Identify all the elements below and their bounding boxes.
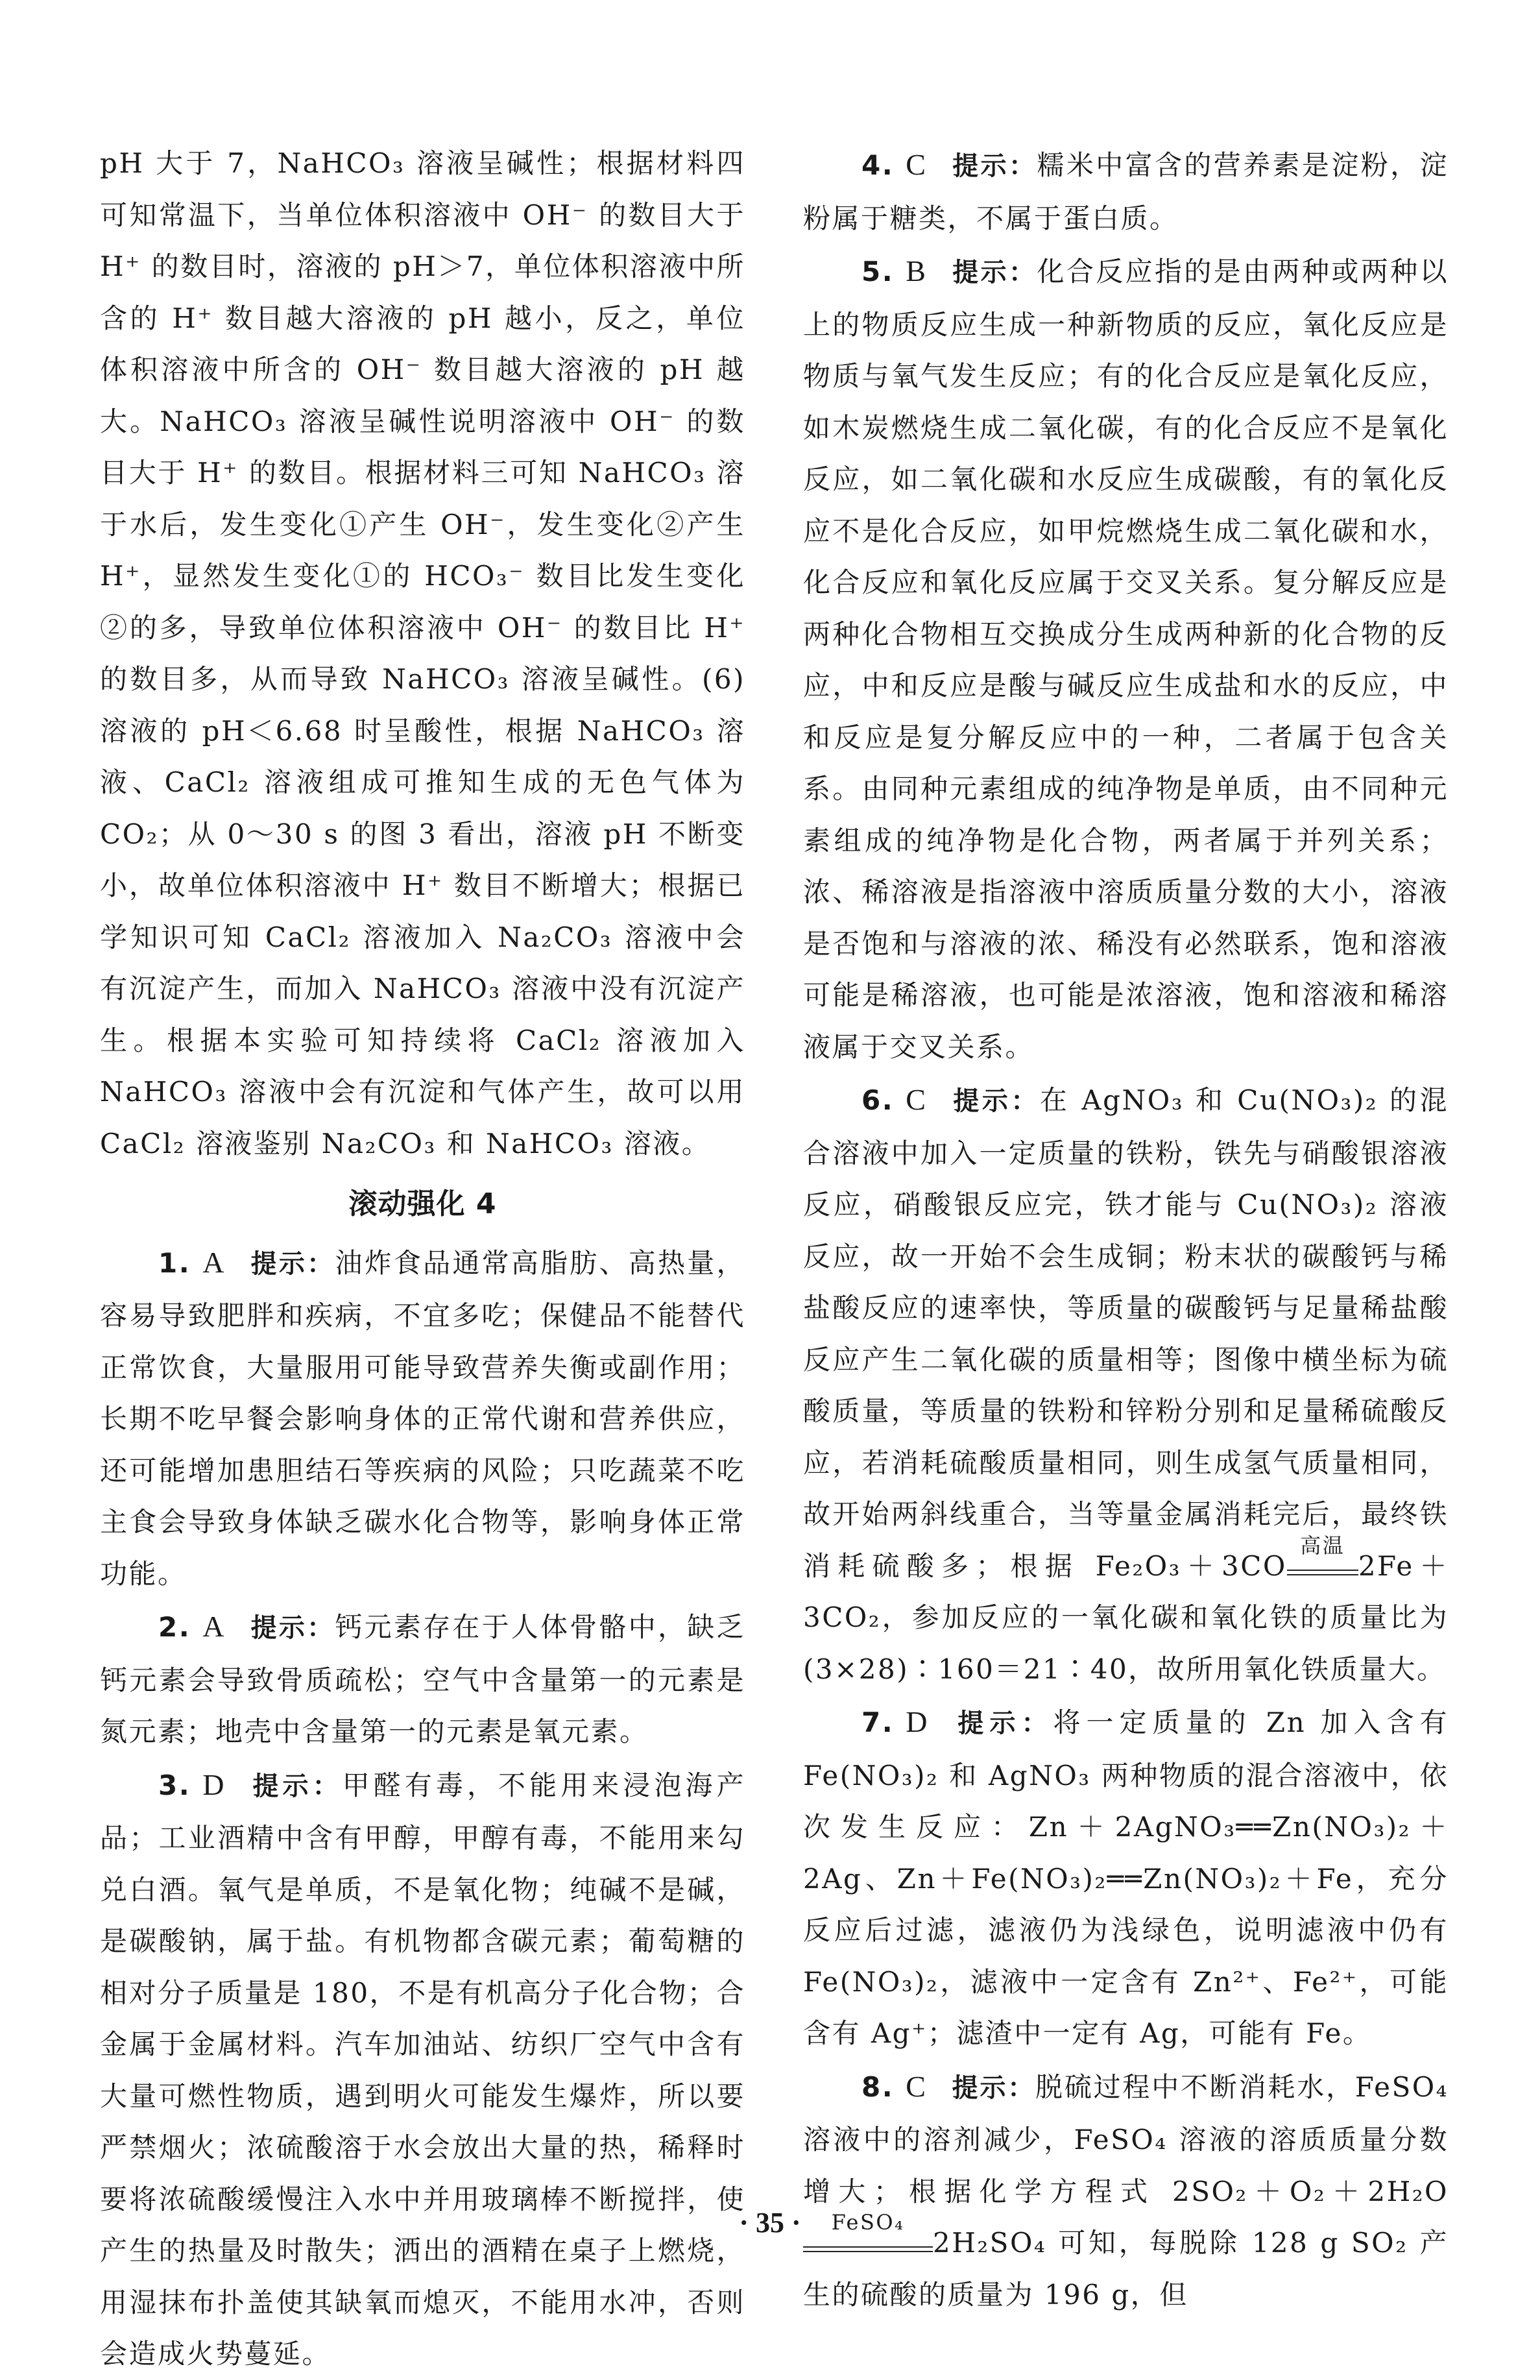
item-number: 5. [861, 256, 895, 287]
item-text-after: 2Fe＋3CO₂，参加反应的一氧化碳和氧化铁的质量比为(3×28)∶160＝21∶40，故所用氧化铁质量大。 [803, 1549, 1449, 1685]
item-answer: C [906, 1083, 928, 1116]
answer-item-4 [803, 139, 1449, 244]
item-answer: C [906, 2069, 928, 2103]
hint-label: 提示： [952, 151, 1037, 181]
answer-item-8 [803, 2061, 1449, 2321]
item-answer: C [906, 148, 928, 181]
hint-label: 提示： [952, 1086, 1040, 1116]
item-text: 糯米中富含的营养素是淀粉，淀粉属于糖类，不属于蛋白质。 [803, 149, 1449, 234]
hint-label: 提示： [250, 1771, 343, 1801]
item-number: 2. [158, 1611, 191, 1643]
item-text: 脱硫过程中不断消耗水，FeSO₄ 溶液中的溶剂减少，FeSO₄ 溶液的溶质质量分数增大；根据化学方程式 2SO₂＋O₂＋2H₂O [803, 2070, 1449, 2207]
item-text: 钙元素存在于人体骨骼中，缺乏钙元素会导致骨质疏松；空气中含量第一的元素是氮元素；地壳中含量第一的元素是氧元素。 [100, 1611, 745, 1747]
item-text: 将一定质量的 Zn 加入含有 Fe(NO₃)₂ 和 AgNO₃ 两种物质的混合溶液中，依次发生反应：Zn＋2AgNO₃══Zn(NO₃)₂＋2Ag、Zn＋Fe(NO₃)₂══Zn(NO₃)₂＋Fe，充分反应后过滤，滤液仍为浅绿色，说明滤液中仍有 Fe(NO₃)₂，滤液中一定含有 Zn²⁺、Fe²⁺，可能含有 Ag⁺；滤渣中一定有 Ag，可能有 Fe。 [803, 1706, 1449, 2049]
item-number: 3. [158, 1769, 191, 1801]
item-text: 化合反应指的是由两种或两种以上的物质反应生成一种新物质的反应，氧化反应是物质与氧气发生反应；有的化合反应是氧化反应，如木炭燃烧生成二氧化碳，有的化合反应不是氧化反应，如二氧化碳和水反应生成碳酸，有的氧化反应不是化合反应，如甲烷燃烧生成二氧化碳和水，化合反应和氧化反应属于交叉关系。复分解反应是两种化合物相互交换成分生成两种新的化合物的反应，中和反应是酸与碱反应生成盐和水的反应，中和反应是复分解反应中的一种，二者属于包含关系。由同种元素组成的纯净物是单质，由不同种元素组成的纯净物是化合物，两者属于并列关系；浓、稀溶液是指溶液中溶质质量分数的大小，溶液是否饱和与溶液的浓、稀没有必然联系，饱和溶液可能是稀溶液，也可能是浓溶液，饱和溶液和稀溶液属于交叉关系。 [803, 256, 1449, 1063]
page-number: · 35 · [739, 2207, 801, 2239]
item-text: 甲醛有毒，不能用来浸泡海产品；工业酒精中含有甲醇，甲醇有毒，不能用来勾兑白酒。氧气是单质，不是氧化物；纯碱不是碱，是碳酸钠，属于盐。有机物都含碳元素；葡萄糖的相对分子质量是 180，不是有机高分子化合物；合金属于金属材料。汽车加油站、纺织厂空气中含有大量可燃性物质，遇到明火可能发生爆炸，所以要严禁烟火；浓硫酸溶于水会放出大量的热，稀释时要将浓硫酸缓慢注入水中并用玻璃棒不断搅拌，使产生的热量及时散失；洒出的酒精在桌子上燃烧，用湿抹布扑盖使其缺氧而熄灭，不能用水冲，否则会造成火势蔓延。 [100, 1769, 745, 2370]
answer-item-7 [803, 1696, 1449, 2059]
reaction-arrow [803, 2210, 933, 2252]
right-column [803, 138, 1449, 2320]
equals-sign [1287, 1570, 1358, 1575]
item-answer: D [906, 1705, 929, 1738]
hint-label: 提示： [952, 2072, 1036, 2103]
section-title: 滚动强化 4 [348, 1187, 497, 1220]
item-text: 在 AgNO₃ 和 Cu(NO₃)₂ 的混合溶液中加入一定质量的铁粉，铁先与硝酸银溶液反应，硝酸银反应完，铁才能与 Cu(NO₃)₂ 溶液反应，故一开始不会生成铜；粉末状的碳酸钙与稀盐酸反应的速率快，等质量的碳酸钙与足量稀盐酸反应产生二氧化碳的质量相等；图像中横坐标为硫酸质量，等质量的铁粉和锌粉分别和足量稀硫酸反应，若消耗硫酸质量相同，则生成氢气质量相同，故开始两斜线重合，当等量金属消耗完后，最终铁消耗硫酸多；根据 Fe₂O₃＋3CO [803, 1084, 1449, 1582]
answer-item-2 [100, 1601, 745, 1758]
reaction-arrow [1287, 1533, 1358, 1575]
item-text: 油炸食品通常高脂肪、高热量，容易导致肥胖和疾病，不宜多吃；保健品不能替代正常饮食，大量服用可能导致营养失衡或副作用；长期不吃早餐会影响身体的正常代谢和营养供应，还可能增加患胆结石等疾病的风险；只吃蔬菜不吃主食会导致身体缺乏碳水化合物等，影响身体正常功能。 [100, 1246, 745, 1590]
hint-label: 提示： [250, 1248, 335, 1279]
item-answer: B [906, 254, 928, 287]
item-number: 4. [861, 149, 895, 181]
item-number: 6. [861, 1084, 895, 1116]
item-answer: D [202, 1767, 226, 1801]
hint-label: 提示： [250, 1613, 335, 1643]
answer-item-1 [100, 1237, 745, 1600]
item-answer: A [202, 1610, 226, 1643]
equals-sign [803, 2246, 933, 2252]
item-number: 1. [158, 1246, 191, 1279]
reaction-condition: 高温 [1300, 1533, 1345, 1558]
hint-label: 提示： [952, 258, 1037, 287]
item-number: 7. [861, 1706, 895, 1738]
answer-item-5 [803, 245, 1449, 1073]
item-text-after: 2H₂SO₄ 可知，每脱除 128 g SO₂ 产生的硫酸的质量为 196 g，但 [803, 2227, 1449, 2311]
item-number: 8. [861, 2070, 895, 2103]
reaction-condition: FeSO₄ [831, 2210, 905, 2235]
answer-item-3 [100, 1759, 745, 2380]
item-answer: A [202, 1245, 226, 1279]
hint-label: 提示： [953, 1708, 1053, 1738]
answer-item-6 [803, 1074, 1449, 1695]
left-column [100, 138, 745, 2380]
continuation-paragraph: pH 大于 7，NaHCO₃ 溶液呈碱性；根据材料四可知常温下，当单位体积溶液中 OH⁻ 的数目大于 H⁺ 的数目时，溶液的 pH＞7，单位体积溶液中所含的 H⁺ 数目越大溶液的 pH 越小，反之，单位体积溶液中所含的 OH⁻ 数目越大溶液的 pH 越大。NaHCO₃ 溶液呈碱性说明溶液中 OH⁻ 的数目大于 H⁺ 的数目。根据材料三可知 NaHCO₃ 溶于水后，发生变化①产生 OH⁻，发生变化②产生 H⁺，显然发生变化①的 HCO₃⁻ 数目比发生变化②的多，导致单位体积溶液中 OH⁻ 的数目比 H⁺ 的数目多，从而导致 NaHCO₃ 溶液呈碱性。(6) 溶液的 pH＜6.68 时呈酸性，根据 NaHCO₃ 溶液、CaCl₂ 溶液组成可推知生成的无色气体为 CO₂；从 0～30 s 的图 3 看出，溶液 pH 不断变小，故单位体积溶液中 H⁺ 数目不断增大；根据已学知识可知 CaCl₂ 溶液加入 Na₂CO₃ 溶液中会有沉淀产生，而加入 NaHCO₃ 溶液中没有沉淀产生。根据本实验可知持续将 CaCl₂ 溶液加入 NaHCO₃ 溶液中会有沉淀和气体产生，故可以用 CaCl₂ 溶液鉴别 Na₂CO₃ 和 NaHCO₃ 溶液。 [100, 147, 745, 1160]
